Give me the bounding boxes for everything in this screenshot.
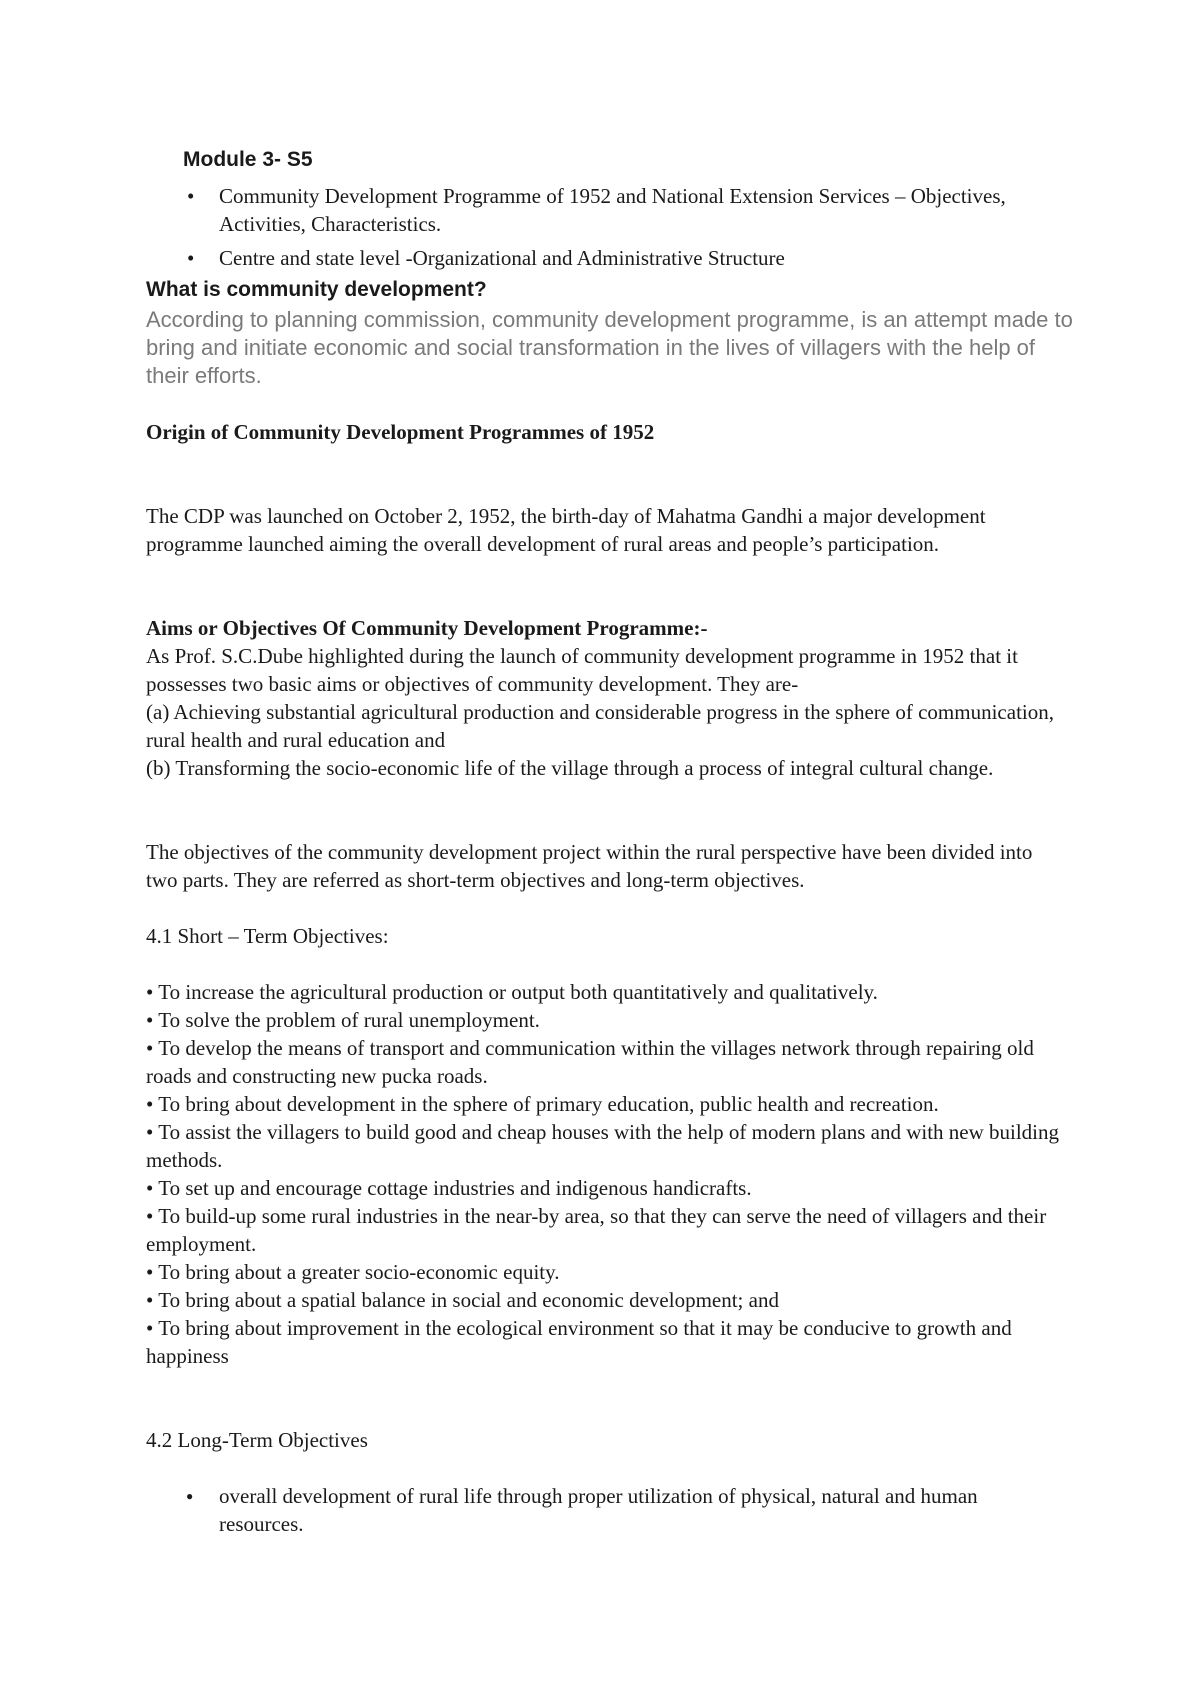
short-term-item: • To bring about improvement in the ecological environment so that it may be conducive to growth and happiness — [146, 1316, 1012, 1368]
topic-bullet-item: • Community Development Programme of 1952 and National Extension Services – Objectives, Activities, Characteristics. — [183, 182, 1063, 238]
aims-heading: Aims or Objectives Of Community Development Programme:- — [146, 616, 708, 640]
short-term-list — [146, 978, 1066, 1370]
origin-paragraph: The CDP was launched on October 2, 1952, the birth-day of Mahatma Gandhi a major development programme launched aiming the overall development of rural areas and people’s participation. — [146, 504, 986, 556]
module-title: Module 3- S5 — [183, 148, 313, 171]
aims-line: (b) Transforming the socio-economic life of the village through a process of integral cultural change. — [146, 756, 994, 780]
short-term-item: • To bring about a spatial balance in social and economic development; and — [146, 1288, 779, 1312]
aims-line: (a) Achieving substantial agricultural production and considerable progress in the sphere of communication, rural health and rural education and — [146, 700, 1054, 752]
short-term-item: • To set up and encourage cottage industries and indigenous handicrafts. — [146, 1176, 752, 1200]
topic-bullet-item: • Centre and state level -Organizational and Administrative Structure — [183, 244, 1063, 272]
short-term-item: • To bring about a greater socio-economic equity. — [146, 1260, 560, 1284]
origin-heading: Origin of Community Development Programmes of 1952 — [146, 420, 655, 444]
short-term-item: • To build-up some rural industries in the near-by area, so that they can serve the need of villagers and their employment. — [146, 1204, 1047, 1256]
short-term-item: • To bring about development in the sphere of primary education, public health and recreation. — [146, 1092, 939, 1116]
long-term-list — [183, 1482, 1053, 1538]
aims-line: As Prof. S.C.Dube highlighted during the launch of community development programme in 1952 that it possesses two basic aims or objectives of community development. They are- — [146, 644, 1018, 696]
short-term-item: • To increase the agricultural production or output both quantitatively and qualitatively. — [146, 980, 878, 1004]
topic-bullet-list — [183, 182, 1063, 272]
long-term-item: ● overall development of rural life through proper utilization of physical, natural and human resources. — [183, 1482, 1053, 1538]
question-heading: What is community development? — [146, 278, 487, 301]
objectives-paragraph: The objectives of the community development project within the rural perspective have been divided into two parts. They are referred as short-term objectives and long-term objectives. — [146, 840, 1033, 892]
long-term-heading: 4.2 Long-Term Objectives — [146, 1428, 368, 1452]
short-term-item: • To assist the villagers to build good and cheap houses with the help of modern plans and with new building methods. — [146, 1120, 1060, 1172]
short-term-item: • To develop the means of transport and communication within the villages network through repairing old roads and constructing new pucka roads. — [146, 1036, 1034, 1088]
short-term-item: • To solve the problem of rural unemployment. — [146, 1008, 540, 1032]
aims-paragraph — [146, 642, 1066, 782]
short-term-heading: 4.1 Short – Term Objectives: — [146, 924, 389, 948]
definition-paragraph: According to planning commission, community development programme, is an attempt made to bring and initiate economic and social transformation in the lives of villagers with the help of their efforts. — [146, 307, 1073, 388]
